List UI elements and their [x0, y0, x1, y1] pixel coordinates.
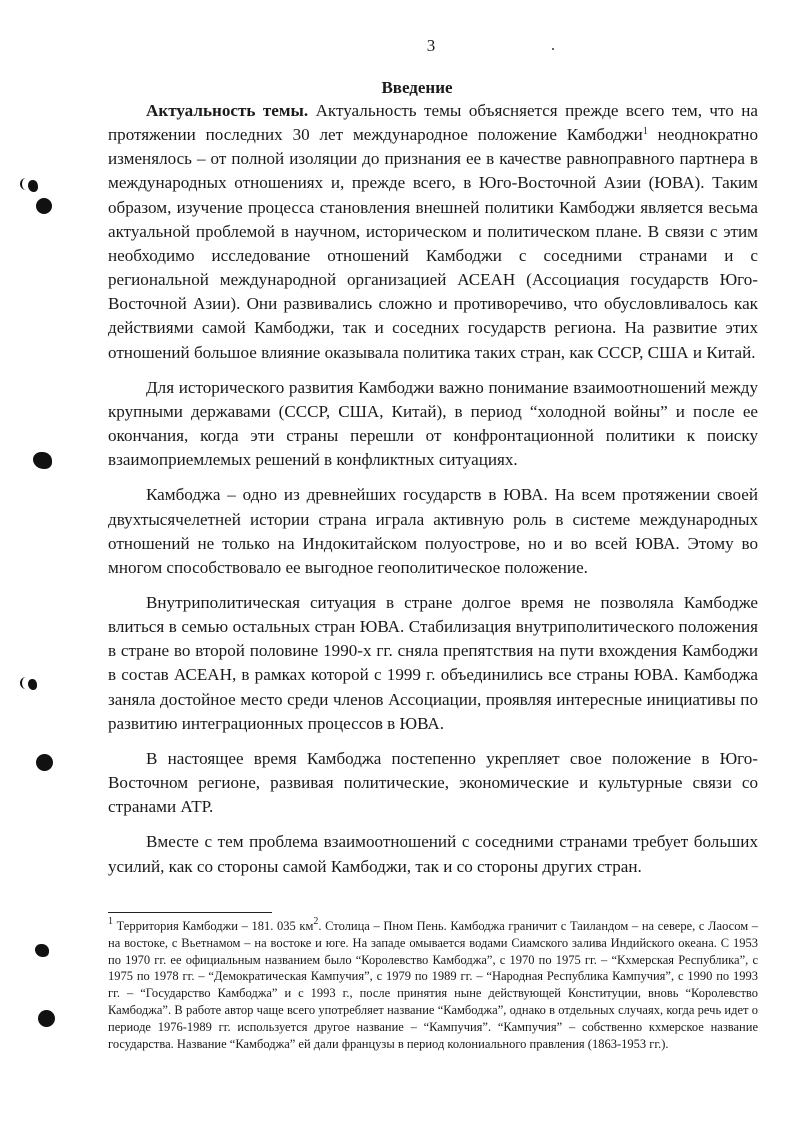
paragraph: Для исторического развития Камбоджи важно понимание взаимоотношений между крупными державами (СССР, США, Китай), в период “холодной войны” и после ее окончания, когда эти страны перешли от конфронтационной политики к поиску взаимоприемлемых решений в конфликтных ситуациях. — [108, 377, 758, 470]
paragraph: Вместе с тем проблема взаимоотношений с соседними странами требует больших усилий, как со стороны самой Камбоджи, так и со стороны других стран. — [108, 832, 758, 876]
footnote-text: Территория Камбоджи – 181. 035 км — [113, 919, 314, 933]
punch-hole-mark — [33, 452, 52, 469]
footnote-superscript: 2 — [313, 916, 319, 927]
paragraph-lead-label: Актуальность темы. — [146, 101, 309, 120]
paragraph: Камбоджа – одно из древнейших государств в ЮВА. На всем протяжении своей двухтысячелетней истории страна играла активную роль в системе международных отношений не только на Индокитайском полуострове, но и во всей ЮВА. Этому во многом способствовало ее выгодное геополитическое положение. — [108, 485, 758, 577]
paragraph-text: Актуальность темы объясняется прежде всего тем, что на протяжении последних 30 лет международное положение Камбоджи — [108, 101, 758, 145]
paragraph: Внутриполитическая ситуация в стране долгое время не позволяла Камбодже влиться в семью остальных стран ЮВА. Стабилизация внутриполитического положения в стране во второй половине 1990-х гг. сняла препятствия на пути вхождения Камбоджи в состав АСЕАН, в рамках которой с 1999 г. объединились все страны ЮВА. Камбоджа заняла достойное место среди членов Ассоциации, проявляя интересные инициативы по развитию интеграционных процессов в ЮВА. — [108, 592, 758, 733]
paragraph-text: неоднократно изменялось – от полной изоляции до признания ее в качестве равноправного партнера в международных отношениях и, прежде всего, в Юго-Восточной Азии (ЮВА). Таким образом, изучение процесса становления внешней политики Камбоджи является весьма актуальной проблемой в научном, историческом и политическом плане. В связи с этим необходимо исследование отношений Камбоджи с соседними странами и с региональной международной организацией АСЕАН (Ассоциация государств Юго-Восточной Азии). Они развивались сложно и противоречиво, что обусловливалось как действиями самой Камбоджи, так и соседних государств региона. На развитие этих отношений большое влияние оказывала политика таких стран, как СССР, США и Китай. — [108, 125, 759, 362]
punch-hole-mark — [38, 1010, 55, 1027]
section-heading: Введение — [381, 78, 453, 97]
scan-mark — [28, 180, 38, 192]
footnote — [108, 918, 758, 1052]
footnote-reference: 1 — [642, 126, 648, 138]
paragraph-relevance — [108, 99, 758, 365]
page-number: 3 — [426, 36, 436, 55]
footnote-text: . Столица – Пном Пень. Камбоджа граничит с Таиландом – на севере, с Лаосом – на востоке, с Вьетнамом – на востоке и юге. На западе омывается водами Сиамского залива Индийского океана. С 1953 по 1970 гг. ее официальным названием было “Королевство Камбоджа”, с 1970 по 1975 гг. – “Кхмерская Республика”, с 1975 по 1978 гг. – “Демократическая Кампучия”, с 1979 по 1989 гг. – “Народная Республика Кампучия”, с 1990 по 1993 гг. – “Государство Камбоджа” и с 1993 г., после принятия ныне действующей Конституции, вновь “Королевство Камбоджа”. В работе автор чаще всего употребляет название “Камбоджа”, однако в отдельных случаях, когда речь идет о периоде 1976-1989 гг. используется другое название – “Кампучия”. “Кампучия” – собственно кхмерское название государства. Название “Камбоджа” ей дали французы в период колониального правления (1863-1953 гг.). — [108, 919, 758, 1051]
scan-speck — [552, 48, 554, 50]
punch-hole-mark — [36, 198, 52, 214]
punch-hole-mark — [36, 754, 53, 771]
scan-mark-bracket — [20, 178, 27, 190]
scan-mark — [28, 679, 37, 690]
paragraph: В настоящее время Камбоджа постепенно укрепляет свое положение в Юго-Восточном регионе, развивая политические, экономические и культурные связи со странами АТР. — [108, 748, 758, 817]
body-text — [108, 99, 758, 879]
footnote-separator — [108, 912, 272, 913]
scan-mark — [35, 944, 49, 957]
scan-mark-bracket — [20, 677, 27, 689]
footnote-mark: 1 — [108, 916, 113, 927]
